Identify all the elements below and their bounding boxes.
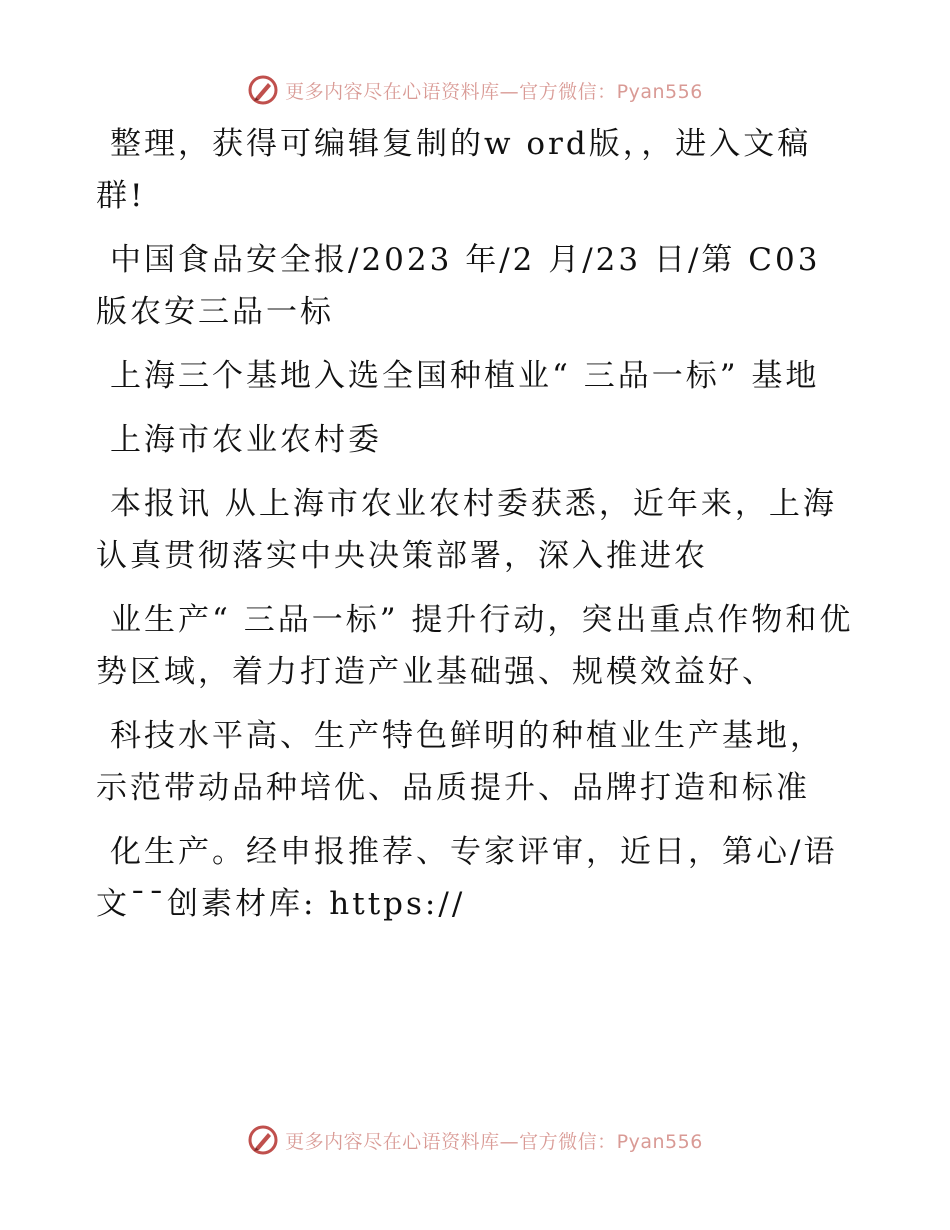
paragraph: 化生产。经申报推荐、专家评审，近日，第心/语文¯¯创素材库: https:// <box>96 834 838 922</box>
pen-circle-logo-icon <box>247 1124 279 1156</box>
footer-watermark-banner <box>0 1120 950 1160</box>
header-watermark-banner <box>0 70 950 110</box>
paragraph: 整理，获得可编辑复制的w ord版，，进入文稿群! <box>96 126 812 214</box>
pen-circle-logo-icon <box>247 74 279 106</box>
watermark-text: 更多内容尽在心语资料库—官方微信：Pyan556 <box>285 1130 703 1153</box>
watermark-text: 更多内容尽在心语资料库—官方微信：Pyan556 <box>285 80 703 103</box>
paragraph: 科技水平高、生产特色鲜明的种植业生产基地，示范带动品种培优、品质提升、品牌打造和标准 <box>96 718 824 806</box>
document-body <box>96 118 856 942</box>
article-title: 上海三个基地入选全国种植业“ 三品一标” 基地 <box>110 358 820 394</box>
article-author: 上海市农业农村委 <box>110 422 382 458</box>
paragraph: 业生产“ 三品一标” 提升行动，突出重点作物和优势区域，着力打造产业基础强、规模效益好、 <box>96 602 854 690</box>
paragraph: 本报讯 从上海市农业农村委获悉，近年来，上海认真贯彻落实中央决策部署，深入推进农 <box>96 486 837 574</box>
paragraph: 中国食品安全报/2023 年/2 月/23 日/第 C03 版农安三品一标 <box>96 242 821 330</box>
